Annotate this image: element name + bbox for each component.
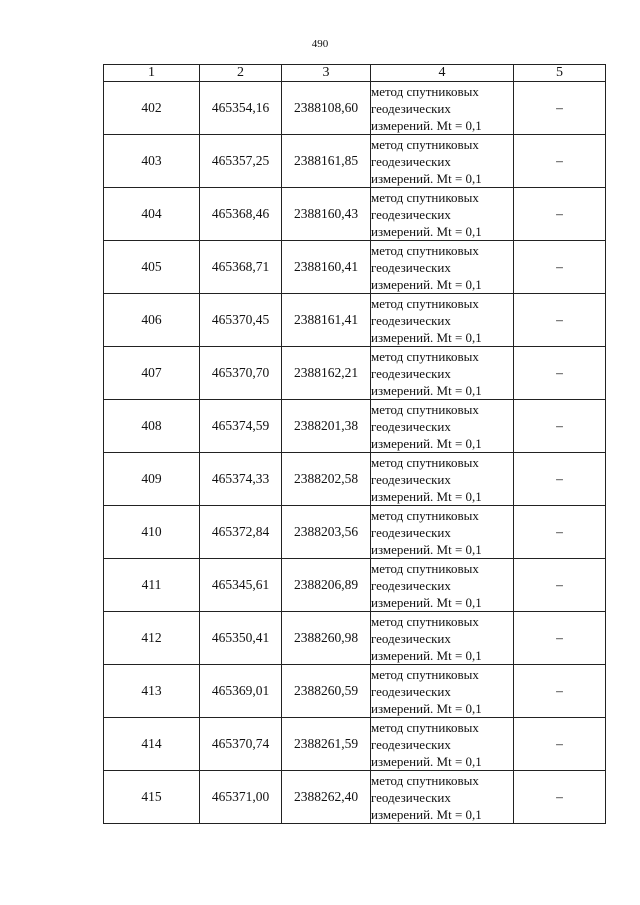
dash-cell: –: [514, 771, 606, 824]
point-number-cell: 413: [104, 665, 200, 718]
table-row: [104, 612, 606, 665]
column-header: 5: [514, 65, 606, 82]
table-row: [104, 559, 606, 612]
y-coordinate-cell: 2388201,38: [282, 400, 371, 453]
dash-cell: –: [514, 718, 606, 771]
method-line: геодезических: [371, 259, 451, 275]
point-number-cell: 406: [104, 294, 200, 347]
x-coordinate-cell: 465354,16: [200, 82, 282, 135]
method-line: метод спутниковых: [371, 189, 479, 205]
dash-cell: –: [514, 400, 606, 453]
point-number-cell: 404: [104, 188, 200, 241]
method-line: метод спутниковых: [371, 772, 479, 788]
x-coordinate-cell: 465370,70: [200, 347, 282, 400]
point-number-cell: 405: [104, 241, 200, 294]
method-line: метод спутниковых: [371, 719, 479, 735]
method-cell: [371, 771, 514, 824]
table-row: [104, 718, 606, 771]
coordinates-table: [103, 64, 606, 824]
method-line: измерений. Mt = 0,1: [371, 276, 482, 292]
point-number-cell: 408: [104, 400, 200, 453]
method-cell: [371, 559, 514, 612]
table-row: [104, 453, 606, 506]
y-coordinate-cell: 2388262,40: [282, 771, 371, 824]
table-row: [104, 188, 606, 241]
column-header: 1: [104, 65, 200, 82]
x-coordinate-cell: 465357,25: [200, 135, 282, 188]
x-coordinate-cell: 465371,00: [200, 771, 282, 824]
method-line: измерений. Mt = 0,1: [371, 594, 482, 610]
method-line: геодезических: [371, 471, 451, 487]
x-coordinate-cell: 465368,71: [200, 241, 282, 294]
point-number-cell: 411: [104, 559, 200, 612]
method-line: измерений. Mt = 0,1: [371, 700, 482, 716]
dash-cell: –: [514, 188, 606, 241]
y-coordinate-cell: 2388206,89: [282, 559, 371, 612]
dash-cell: –: [514, 135, 606, 188]
y-coordinate-cell: 2388260,59: [282, 665, 371, 718]
y-coordinate-cell: 2388261,59: [282, 718, 371, 771]
table-row: [104, 665, 606, 718]
method-cell: [371, 82, 514, 135]
method-cell: [371, 400, 514, 453]
dash-cell: –: [514, 241, 606, 294]
table-row: [104, 241, 606, 294]
table-row: [104, 400, 606, 453]
method-cell: [371, 188, 514, 241]
column-header: 2: [200, 65, 282, 82]
method-line: измерений. Mt = 0,1: [371, 170, 482, 186]
method-line: метод спутниковых: [371, 83, 479, 99]
method-line: метод спутниковых: [371, 613, 479, 629]
header-row: [104, 65, 606, 82]
method-line: измерений. Mt = 0,1: [371, 541, 482, 557]
point-number-cell: 409: [104, 453, 200, 506]
method-line: измерений. Mt = 0,1: [371, 117, 482, 133]
method-line: геодезических: [371, 683, 451, 699]
table-row: [104, 347, 606, 400]
method-line: метод спутниковых: [371, 136, 479, 152]
method-cell: [371, 718, 514, 771]
method-line: метод спутниковых: [371, 666, 479, 682]
method-line: геодезических: [371, 789, 451, 805]
x-coordinate-cell: 465369,01: [200, 665, 282, 718]
dash-cell: –: [514, 347, 606, 400]
x-coordinate-cell: 465345,61: [200, 559, 282, 612]
method-line: измерений. Mt = 0,1: [371, 806, 482, 822]
method-line: измерений. Mt = 0,1: [371, 647, 482, 663]
method-line: метод спутниковых: [371, 348, 479, 364]
method-cell: [371, 612, 514, 665]
y-coordinate-cell: 2388161,41: [282, 294, 371, 347]
method-line: геодезических: [371, 312, 451, 328]
column-header: 4: [371, 65, 514, 82]
y-coordinate-cell: 2388161,85: [282, 135, 371, 188]
method-line: геодезических: [371, 630, 451, 646]
method-line: метод спутниковых: [371, 560, 479, 576]
point-number-cell: 412: [104, 612, 200, 665]
method-line: геодезических: [371, 524, 451, 540]
x-coordinate-cell: 465372,84: [200, 506, 282, 559]
y-coordinate-cell: 2388203,56: [282, 506, 371, 559]
method-cell: [371, 665, 514, 718]
point-number-cell: 407: [104, 347, 200, 400]
dash-cell: –: [514, 559, 606, 612]
method-line: измерений. Mt = 0,1: [371, 223, 482, 239]
y-coordinate-cell: 2388260,98: [282, 612, 371, 665]
x-coordinate-cell: 465350,41: [200, 612, 282, 665]
x-coordinate-cell: 465374,59: [200, 400, 282, 453]
point-number-cell: 410: [104, 506, 200, 559]
method-line: измерений. Mt = 0,1: [371, 753, 482, 769]
method-cell: [371, 347, 514, 400]
x-coordinate-cell: 465368,46: [200, 188, 282, 241]
table-row: [104, 294, 606, 347]
method-line: метод спутниковых: [371, 454, 479, 470]
column-header: 3: [282, 65, 371, 82]
method-cell: [371, 294, 514, 347]
method-line: метод спутниковых: [371, 295, 479, 311]
point-number-cell: 415: [104, 771, 200, 824]
method-line: геодезических: [371, 418, 451, 434]
y-coordinate-cell: 2388202,58: [282, 453, 371, 506]
dash-cell: –: [514, 506, 606, 559]
point-number-cell: 402: [104, 82, 200, 135]
x-coordinate-cell: 465370,45: [200, 294, 282, 347]
method-line: геодезических: [371, 365, 451, 381]
x-coordinate-cell: 465370,74: [200, 718, 282, 771]
y-coordinate-cell: 2388108,60: [282, 82, 371, 135]
method-cell: [371, 506, 514, 559]
y-coordinate-cell: 2388160,41: [282, 241, 371, 294]
table-row: [104, 82, 606, 135]
method-line: измерений. Mt = 0,1: [371, 329, 482, 345]
y-coordinate-cell: 2388160,43: [282, 188, 371, 241]
method-line: метод спутниковых: [371, 401, 479, 417]
dash-cell: –: [514, 453, 606, 506]
method-line: геодезических: [371, 736, 451, 752]
method-cell: [371, 453, 514, 506]
method-line: метод спутниковых: [371, 242, 479, 258]
table-row: [104, 506, 606, 559]
method-line: метод спутниковых: [371, 507, 479, 523]
method-cell: [371, 241, 514, 294]
x-coordinate-cell: 465374,33: [200, 453, 282, 506]
table-row: [104, 135, 606, 188]
dash-cell: –: [514, 665, 606, 718]
method-line: геодезических: [371, 206, 451, 222]
method-line: измерений. Mt = 0,1: [371, 382, 482, 398]
dash-cell: –: [514, 612, 606, 665]
point-number-cell: 403: [104, 135, 200, 188]
y-coordinate-cell: 2388162,21: [282, 347, 371, 400]
method-line: геодезических: [371, 100, 451, 116]
method-line: измерений. Mt = 0,1: [371, 435, 482, 451]
method-cell: [371, 135, 514, 188]
dash-cell: –: [514, 82, 606, 135]
table-row: [104, 771, 606, 824]
method-line: геодезических: [371, 577, 451, 593]
dash-cell: –: [514, 294, 606, 347]
method-line: измерений. Mt = 0,1: [371, 488, 482, 504]
page-number: 490: [311, 38, 329, 50]
method-line: геодезических: [371, 153, 451, 169]
point-number-cell: 414: [104, 718, 200, 771]
